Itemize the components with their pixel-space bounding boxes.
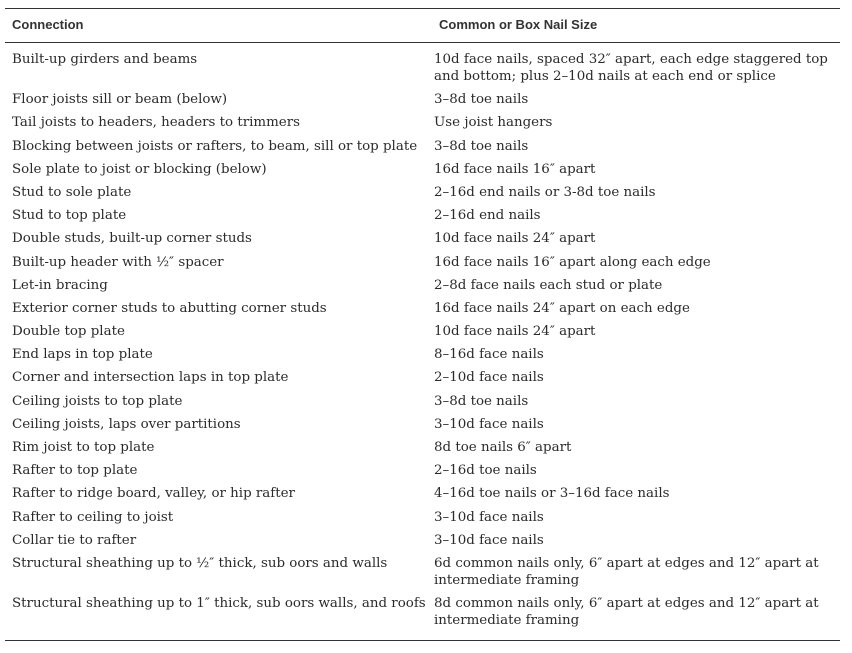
- table-header-rule: [5, 42, 840, 43]
- cell-nail-size: 3–8d toe nails: [434, 393, 529, 409]
- table-row: [0, 161, 852, 178]
- cell-connection: Built-up girders and beams: [12, 52, 198, 67]
- cell-nail-size: 2–10d face nails: [434, 370, 544, 386]
- cell-connection: Double top plate: [12, 324, 125, 340]
- cell-connection: Stud to top plate: [12, 208, 127, 224]
- cell-connection: Let-in bracing: [12, 277, 108, 293]
- table-row: [0, 51, 852, 85]
- table-row: [0, 91, 852, 108]
- cell-nail-size: 3–10d face nails: [434, 532, 544, 548]
- cell-nail-size: 16d face nails 16″ apart along each edge: [434, 254, 711, 270]
- cell-nail-size: 10d face nails, spaced 32″ apart, each edge staggered top and bottom; plus 2–10d nails at each end or splice: [434, 52, 828, 84]
- table-body: [0, 51, 852, 635]
- table-row: [0, 462, 852, 479]
- table-row: [0, 555, 852, 589]
- cell-nail-size: 10d face nails 24″ apart: [434, 231, 596, 247]
- cell-nail-size: 2–8d face nails each stud or plate: [434, 277, 663, 293]
- cell-connection: Collar tie to rafter: [12, 532, 137, 548]
- cell-nail-size: 8d toe nails 6″ apart: [434, 440, 572, 455]
- cell-connection: Corner and intersection laps in top plate: [12, 370, 289, 386]
- cell-nail-size: 2–16d end nails or 3-8d toe nails: [434, 184, 656, 200]
- table-row: [0, 346, 852, 363]
- cell-connection: End laps in top plate: [12, 347, 153, 363]
- cell-nail-size: 16d face nails 24″ apart on each edge: [434, 300, 690, 316]
- cell-connection: Double studs, built-up corner studs: [12, 231, 252, 247]
- table-row: [0, 277, 852, 294]
- cell-nail-size: 3–8d toe nails: [434, 92, 529, 108]
- cell-connection: Built-up header with ½″ spacer: [12, 254, 224, 270]
- cell-connection: Rafter to ridge board, valley, or hip rafter: [12, 486, 295, 502]
- table-row: [0, 509, 852, 526]
- table-row: [0, 532, 852, 549]
- table-row: [0, 114, 852, 131]
- cell-nail-size: 16d face nails 16″ apart: [434, 161, 596, 177]
- table-row: [0, 369, 852, 386]
- cell-nail-size: 3–10d face nails: [434, 509, 544, 525]
- table-header-row: [0, 17, 852, 37]
- cell-connection: Sole plate to joist or blocking (below): [12, 161, 267, 177]
- table-row: [0, 323, 852, 340]
- cell-connection: Structural sheathing up to ½″ thick, sub oors and walls: [12, 555, 388, 571]
- cell-nail-size: 3–8d toe nails: [434, 138, 529, 154]
- cell-nail-size: 4–16d toe nails or 3–16d face nails: [434, 486, 670, 502]
- table-row: [0, 416, 852, 433]
- cell-connection: Floor joists sill or beam (below): [12, 92, 228, 108]
- table-bottom-rule: [5, 640, 840, 641]
- table-row: [0, 230, 852, 247]
- cell-nail-size: 10d face nails 24″ apart: [434, 324, 596, 340]
- cell-connection: Structural sheathing up to 1″ thick, sub oors walls, and roofs: [12, 596, 426, 612]
- cell-connection: Rafter to ceiling to joist: [12, 509, 174, 525]
- table-row: [0, 485, 852, 502]
- cell-nail-size: 8d common nails only, 6″ apart at edges and 12″ apart at intermediate framing: [434, 596, 819, 629]
- table-row: [0, 300, 852, 317]
- table-top-rule: [5, 8, 840, 9]
- cell-nail-size: 8–16d face nails: [434, 347, 544, 363]
- cell-connection: Ceiling joists to top plate: [12, 393, 183, 409]
- cell-nail-size: 2–16d end nails: [434, 208, 541, 224]
- table-row: [0, 393, 852, 410]
- table-row: [0, 254, 852, 271]
- cell-connection: Blocking between joists or rafters, to beam, sill or top plate: [12, 138, 418, 154]
- table-row: [0, 595, 852, 629]
- table-row: [0, 184, 852, 201]
- cell-nail-size: 3–10d face nails: [434, 416, 544, 432]
- cell-connection: Rafter to top plate: [12, 463, 138, 479]
- table-row: [0, 207, 852, 224]
- cell-nail-size: 2–16d toe nails: [434, 463, 537, 479]
- cell-connection: Stud to sole plate: [12, 184, 132, 200]
- cell-connection: Exterior corner studs to abutting corner studs: [12, 300, 327, 316]
- header-nail-size: Common or Box Nail Size: [439, 17, 598, 32]
- cell-nail-size: Use joist hangers: [434, 115, 553, 131]
- cell-connection: Ceiling joists, laps over partitions: [12, 416, 241, 432]
- table-row: [0, 439, 852, 456]
- header-connection: Connection: [12, 17, 84, 32]
- cell-nail-size: 6d common nails only, 6″ apart at edges and 12″ apart at intermediate framing: [434, 555, 819, 588]
- cell-connection: Rim joist to top plate: [12, 440, 155, 455]
- table-row: [0, 138, 852, 155]
- cell-connection: Tail joists to headers, headers to trimmers: [12, 115, 301, 131]
